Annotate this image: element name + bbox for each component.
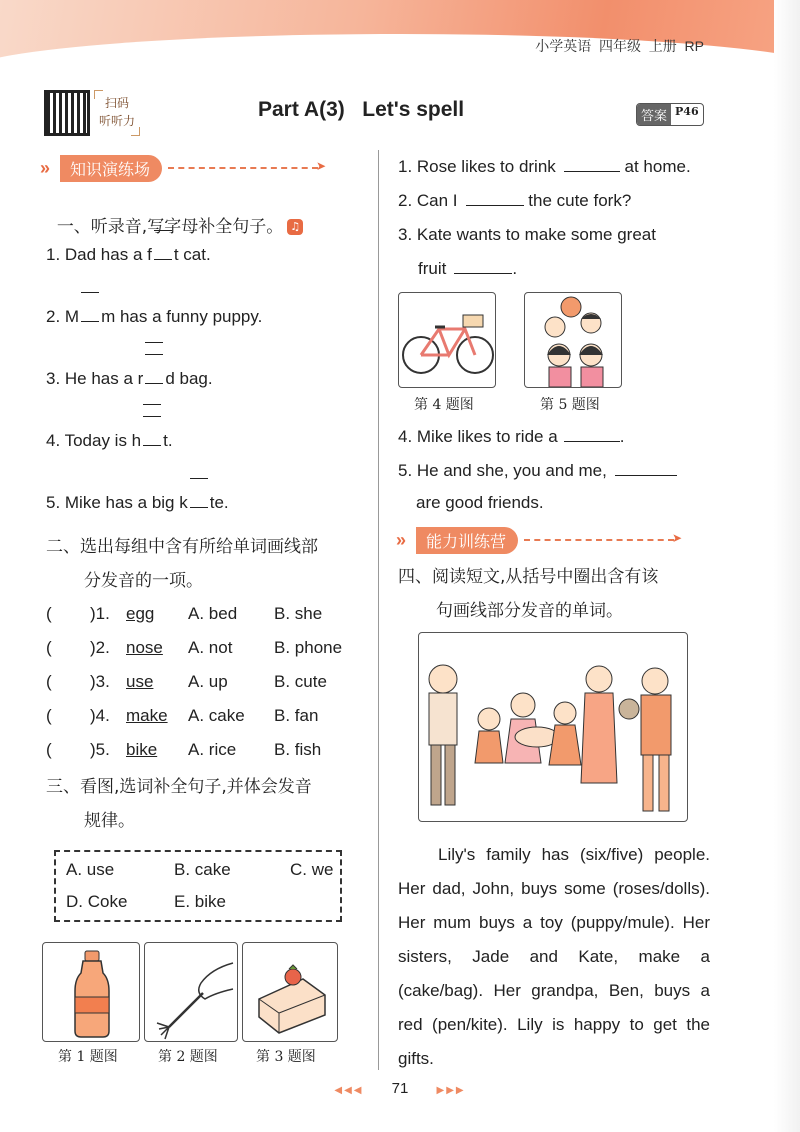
letter-blank[interactable] — [143, 428, 161, 446]
chevron-icon: » — [40, 157, 51, 178]
picture-fork-hand — [144, 942, 238, 1042]
letter-blank[interactable] — [154, 242, 172, 260]
q3-heading-1: 三、看图,选词补全句子,并体会发音 — [46, 777, 312, 797]
q4-heading-2: 句画线部分发音的单词。 — [436, 601, 623, 621]
prev-arrows-icon: ◀◀◀ — [334, 1085, 364, 1096]
q3-sentence-5: 5. He and she, you and me, — [398, 460, 677, 482]
picture-family-birthday — [418, 632, 688, 822]
picture-bicycle — [398, 292, 496, 388]
page-title: Part A(3) Let's spell — [258, 98, 465, 121]
headphone-icon[interactable]: ♫ — [287, 219, 303, 235]
q1-item-3: 3. He has a r d bag. — [46, 366, 213, 390]
q2-heading-1: 二、选出每组中含有所给单词画线部 — [46, 537, 318, 557]
q3-sentence-3b: fruit . — [418, 259, 518, 278]
q1-item-4: 4. Today is h t. — [46, 428, 173, 452]
page-number: 71 — [391, 1080, 409, 1097]
column-divider — [378, 150, 379, 1070]
ability-banner: » 能力训练营 ➤ — [396, 526, 674, 554]
reading-passage: Lily's family has (six/five) people. Her dad, John, buys some (roses/dolls). Her mum buys a toy (puppy/mule). Her sisters, Jade and Kate, make a (cake/bag). Her grandpa, Ben, buys a red (pen/kite). Lily is happy to get the gifts. — [398, 845, 710, 1068]
q4-heading-1: 四、阅读短文,从括号中圈出含有该 — [398, 567, 659, 587]
word-blank[interactable] — [466, 190, 524, 206]
book-label: 小学英语 四年级 上册 RP — [535, 38, 704, 54]
word-bank: A. use B. cake C. we D. Coke E. bike — [54, 850, 342, 922]
next-arrows-icon: ▶▶▶ — [436, 1085, 466, 1096]
q3-sentence-2: 2. Can I the cute fork? — [398, 191, 632, 210]
picture-four-friends — [524, 292, 622, 388]
word-blank[interactable] — [615, 460, 677, 476]
word-blank[interactable] — [564, 426, 620, 442]
caption-q2: 第 2 题图 — [158, 1049, 218, 1065]
practice-banner: » 知识演练场 ➤ — [40, 154, 318, 182]
q3-sentence-5b: are good friends. — [416, 493, 544, 512]
chevron-icon: » — [396, 529, 407, 550]
page-spine — [774, 0, 800, 1132]
picture-coke-bottle — [42, 942, 140, 1042]
answer-paren[interactable]: ( — [46, 638, 52, 657]
qr-code-icon[interactable] — [44, 90, 90, 136]
caption-q3: 第 3 题图 — [256, 1049, 316, 1065]
caption-q4: 第 4 题图 — [414, 397, 474, 413]
q1-item-2: 2. M m has a funny puppy. — [46, 304, 262, 328]
q3-sentence-3: 3. Kate wants to make some great — [398, 225, 656, 244]
letter-blank[interactable] — [190, 490, 208, 508]
answer-reference: 答案 P46 — [636, 103, 704, 126]
letter-blank[interactable] — [81, 304, 99, 322]
answer-paren[interactable]: ( — [46, 706, 52, 725]
word-blank[interactable] — [564, 156, 620, 172]
page-footer — [0, 1080, 800, 1097]
word-blank[interactable] — [454, 258, 512, 274]
answer-paren[interactable]: ( — [46, 604, 52, 623]
q3-heading-2: 规律。 — [84, 811, 135, 831]
q1-item-5: 5. Mike has a big k te. — [46, 490, 229, 514]
answer-paren[interactable]: ( — [46, 740, 52, 759]
caption-q1: 第 1 题图 — [58, 1049, 118, 1065]
q1-item-1: 1. Dad has a f t cat. — [46, 242, 211, 266]
q1-heading: 一、听录音,写字母补全句子。 ♫ — [46, 194, 303, 238]
scan-listen-label: 扫码 听听力 — [94, 90, 140, 136]
q3-sentence-1: 1. Rose likes to drink at home. — [398, 157, 691, 176]
letter-blank[interactable] — [145, 366, 163, 384]
caption-q5: 第 5 题图 — [540, 397, 600, 413]
q2-heading-2: 分发音的一项。 — [84, 571, 203, 591]
picture-cake — [242, 942, 338, 1042]
answer-paren[interactable]: ( — [46, 672, 52, 691]
q3-sentence-4: 4. Mike likes to ride a . — [398, 427, 625, 446]
